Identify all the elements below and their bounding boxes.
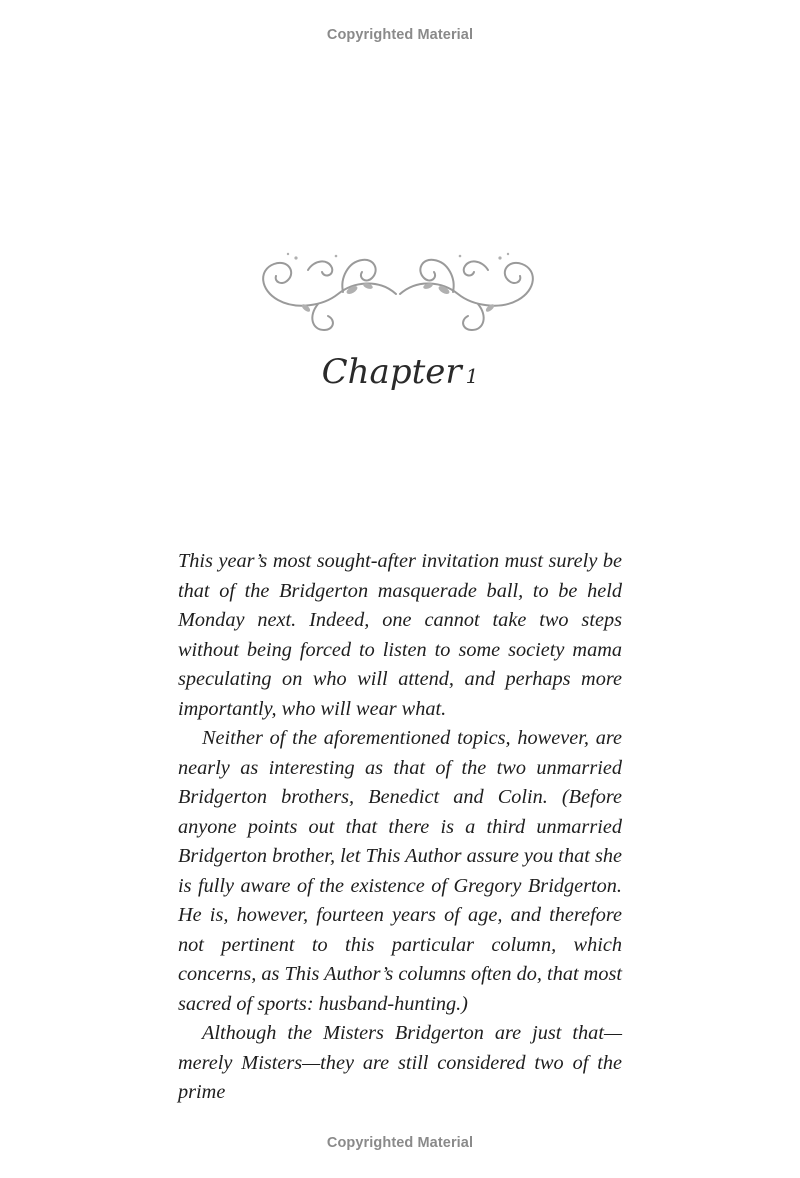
flourish-ornament-icon: [248, 248, 548, 336]
chapter-title: [0, 352, 800, 392]
chapter-word: Chapter: [321, 352, 462, 392]
paragraph-1: This year’s most sought-after invitation must surely be that of the Bridgerton masquerade ball, to be held Monday next. Indeed, one cannot take two steps without being forced to listen to some society mama speculating on who will attend, and perhaps more importantly, who will wear what.: [178, 550, 622, 720]
paragraph-2: Neither of the aforementioned topics, however, are nearly as interesting as that of the two unmarried Bridgerton brothers, Benedict and Colin. (Before anyone points out that there is a third unmarried Bridgerton brother, let This Author assure you that she is fully aware of the existence of Gregory Bridgerton. He is, however, fourteen years of age, and therefore not pertinent to this particular column, which concerns, as This Author’s columns often do, that most sacred of sports: husband-hunting.): [178, 727, 622, 1015]
watermark-top: Copyrighted Material: [326, 27, 474, 43]
chapter-number: 1: [465, 364, 479, 388]
paragraph-3: Although the Misters Bridgerton are just that—merely Misters—they are still considered two of the prime: [178, 1022, 622, 1103]
watermark-bottom: Copyrighted Material: [326, 1135, 474, 1151]
chapter-body: [178, 547, 622, 1108]
